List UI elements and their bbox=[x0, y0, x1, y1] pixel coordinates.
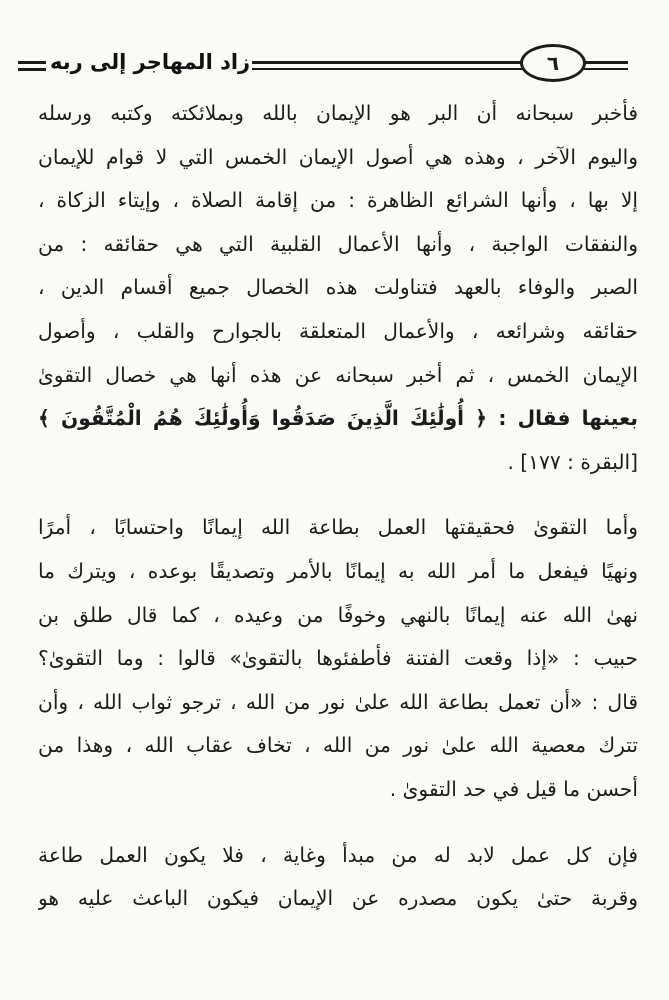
paragraph-1 bbox=[38, 92, 638, 484]
text-line: والنفقات الواجبة ، وأنها الأعمال القلبية التي هي حقائقه : من bbox=[38, 231, 638, 256]
text-line: الصبر والوفاء بالعهد فتناولت هذه الخصال جميع أقسام الدين ، bbox=[38, 275, 638, 300]
text-line: قال : «أن تعمل بطاعة الله علىٰ نور من الله ، ترجو ثواب الله ، وأن bbox=[38, 689, 638, 714]
verse-reference: [البقرة : ١٧٧] . bbox=[507, 449, 638, 474]
text-line: نهىٰ الله عنه إيمانًا بالنهي وخوفًا من وعيده ، كما قال طلق بن bbox=[38, 602, 638, 627]
text-line: واليوم الآخر ، وهذه هي أصول الإيمان الخمس التي لا قوام للإيمان bbox=[38, 144, 638, 169]
page-number: ٦ bbox=[546, 51, 560, 75]
paragraph-gap bbox=[38, 484, 638, 506]
text-line: وقربة حتىٰ يكون مصدره عن الإيمان فيكون الباعث عليه هو bbox=[38, 886, 638, 911]
page-number-badge bbox=[520, 44, 586, 82]
text-line: ونهيًا فيفعل ما أمر الله به إيمانًا بالأمر وتصديقًا بوعده ، ويترك ما bbox=[38, 558, 638, 583]
header-rule-left-top bbox=[18, 61, 46, 64]
text-line: فأخبر سبحانه أن البر هو الإيمان بالله وبملائكته وكتبه ورسله bbox=[38, 101, 638, 125]
text-line: إلا بها ، وأنها الشرائع الظاهرة : من إقامة الصلاة ، وإيتاء الزكاة ، bbox=[38, 188, 638, 213]
text-line: تترك معصية الله علىٰ نور من الله ، تخاف عقاب الله ، وهذا من bbox=[38, 733, 638, 758]
text-line: حقائقه وشرائعه ، والأعمال المتعلقة بالجوارح والقلب ، وأصول bbox=[38, 318, 638, 343]
header-rule-left-bottom bbox=[18, 68, 46, 71]
header-title: زاد المهاجر إلى ربه bbox=[50, 50, 251, 74]
paragraph-3 bbox=[38, 834, 638, 921]
quran-verse-line: بعينها فقال : ﴿ أُولَٰئِكَ الَّذِينَ صَدَقُوا وَأُولَٰئِكَ هُمُ الْمُتَّقُونَ ﴾ bbox=[38, 406, 638, 431]
text-line: الإيمان الخمس ، ثم أخبر سبحانه عن هذه أنها هي خصال التقوىٰ bbox=[38, 362, 638, 387]
header-rule-middle-top bbox=[252, 61, 524, 64]
text-line: فإن كل عمل لابد له من مبدأ وغاية ، فلا يكون العمل طاعة bbox=[38, 842, 638, 867]
paragraph-2 bbox=[38, 506, 638, 811]
page-body bbox=[38, 92, 638, 921]
header-rule-middle-bottom bbox=[252, 68, 524, 70]
text-line: أحسن ما قيل في حد التقوىٰ . bbox=[389, 776, 638, 801]
text-line: وأما التقوىٰ فحقيقتها العمل بطاعة الله إيمانًا واحتسابًا ، أمرًا bbox=[38, 515, 638, 540]
paragraph-gap bbox=[38, 812, 638, 834]
text-line: حبيب : «إذا وقعت الفتنة فأطفئوها بالتقوىٰ» قالوا : وما التقوىٰ؟ bbox=[38, 646, 638, 671]
header-rule-right-bottom bbox=[584, 68, 628, 70]
header-rule-right-top bbox=[584, 61, 628, 64]
